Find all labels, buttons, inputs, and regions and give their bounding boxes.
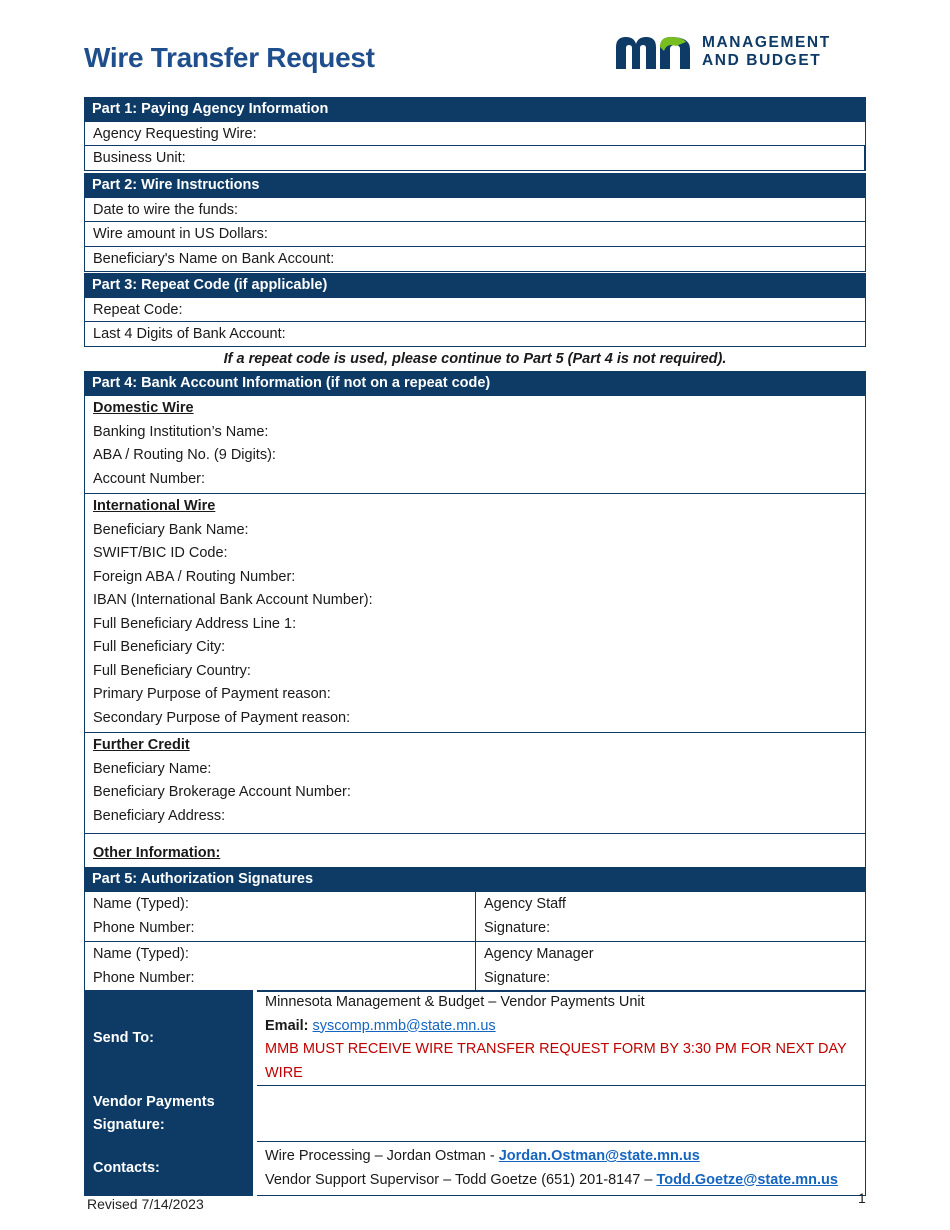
email-label: Email: bbox=[265, 1017, 309, 1034]
part5-header: Part 5: Authorization Signatures bbox=[84, 867, 866, 891]
deadline-notice: MMB MUST RECEIVE WIRE TRANSFER REQUEST FORM BY 3:30 PM FOR NEXT DAY WIRE bbox=[265, 1041, 847, 1081]
part4-section bbox=[84, 371, 866, 877]
other-information-label: Other Information: bbox=[93, 845, 221, 861]
send-to-label: Send To: bbox=[85, 991, 256, 1086]
international-wire-block bbox=[84, 494, 866, 733]
last-4-digits-field[interactable]: Last 4 Digits of Bank Account: bbox=[84, 322, 866, 347]
part4-header: Part 4: Bank Account Information (if not on a repeat code) bbox=[84, 371, 866, 395]
staff-name-field[interactable]: Name (Typed): bbox=[93, 896, 189, 912]
manager-signature-field[interactable]: Signature: bbox=[484, 969, 551, 986]
repeat-code-note: If a repeat code is used, please continue to Part 5 (Part 4 is not required). bbox=[223, 351, 727, 367]
international-wire-label: International Wire bbox=[93, 498, 216, 514]
unit-name: Minnesota Management & Budget – Vendor Payments Unit bbox=[265, 994, 645, 1010]
send-to-table bbox=[84, 990, 866, 1196]
manager-signature-row bbox=[84, 942, 866, 992]
part1-header: Part 1: Paying Agency Information bbox=[84, 97, 866, 121]
banking-institution-field[interactable]: Banking Institution’s Name: bbox=[93, 423, 269, 440]
part3-header: Part 3: Repeat Code (if applicable) bbox=[84, 273, 866, 297]
staff-signature-field[interactable]: Signature: bbox=[484, 919, 551, 936]
fc-brokerage-account-field[interactable]: Beneficiary Brokerage Account Number: bbox=[93, 784, 351, 800]
repeat-code-field[interactable]: Repeat Code: bbox=[84, 297, 866, 322]
beneficiary-name-field[interactable]: Beneficiary's Name on Bank Account: bbox=[84, 247, 866, 272]
swift-bic-field[interactable]: SWIFT/BIC ID Code: bbox=[93, 545, 228, 561]
further-credit-label: Further Credit bbox=[93, 737, 190, 753]
staff-phone-field[interactable]: Phone Number: bbox=[93, 919, 195, 936]
contacts-details bbox=[255, 1142, 866, 1196]
page-number: 1 bbox=[858, 1190, 866, 1206]
business-unit-field[interactable]: Business Unit: bbox=[84, 146, 866, 171]
contacts-label: Contacts: bbox=[85, 1142, 256, 1196]
revised-date: Revised 7/14/2023 bbox=[87, 1196, 204, 1212]
part2-header: Part 2: Wire Instructions bbox=[84, 173, 866, 197]
further-credit-block bbox=[84, 733, 866, 834]
manager-phone-field[interactable]: Phone Number: bbox=[93, 969, 195, 986]
logo-line-2: AND BUDGET bbox=[702, 52, 822, 69]
staff-signature-row bbox=[84, 891, 866, 942]
beneficiary-bank-name-field[interactable]: Beneficiary Bank Name: bbox=[93, 521, 249, 538]
contact-1-email-link[interactable]: Jordan.Ostman@state.mn.us bbox=[498, 1148, 700, 1164]
logo-line-1: MANAGEMENT bbox=[702, 34, 831, 51]
wire-amount-field[interactable]: Wire amount in US Dollars: bbox=[84, 222, 866, 247]
beneficiary-address-field[interactable]: Full Beneficiary Address Line 1: bbox=[93, 615, 297, 632]
secondary-purpose-field[interactable]: Secondary Purpose of Payment reason: bbox=[93, 709, 351, 726]
mn-logo-icon bbox=[614, 33, 692, 71]
part2-section bbox=[84, 173, 866, 272]
agency-manager-label: Agency Manager bbox=[484, 946, 594, 962]
contact-2-text: Vendor Support Supervisor – Todd Goetze (651) 201-8147 – bbox=[265, 1171, 657, 1188]
manager-name-field[interactable]: Name (Typed): bbox=[93, 946, 189, 962]
fc-beneficiary-name-field[interactable]: Beneficiary Name: bbox=[93, 760, 212, 777]
vendor-payments-signature-label: Vendor Payments Signature: bbox=[85, 1086, 256, 1142]
agency-requesting-wire-field[interactable]: Agency Requesting Wire: bbox=[84, 121, 866, 146]
domestic-wire-label: Domestic Wire bbox=[93, 400, 194, 416]
part3-section bbox=[84, 273, 866, 371]
iban-field[interactable]: IBAN (International Bank Account Number): bbox=[93, 592, 373, 608]
wire-date-field[interactable]: Date to wire the funds: bbox=[84, 197, 866, 222]
fc-beneficiary-address-field[interactable]: Beneficiary Address: bbox=[93, 807, 226, 824]
account-number-field[interactable]: Account Number: bbox=[93, 470, 206, 487]
vendor-payments-signature-field[interactable] bbox=[255, 1086, 866, 1142]
contact-2-email-link[interactable]: Todd.Goetze@state.mn.us bbox=[656, 1171, 838, 1188]
beneficiary-city-field[interactable]: Full Beneficiary City: bbox=[93, 639, 226, 655]
foreign-aba-routing-field[interactable]: Foreign ABA / Routing Number: bbox=[93, 568, 296, 585]
aba-routing-field[interactable]: ABA / Routing No. (9 Digits): bbox=[93, 447, 276, 463]
page-title: Wire Transfer Request bbox=[84, 42, 375, 73]
send-email-link[interactable]: syscomp.mmb@state.mn.us bbox=[312, 1017, 496, 1034]
contact-1-text: Wire Processing – Jordan Ostman - bbox=[265, 1148, 499, 1164]
send-to-details bbox=[255, 991, 866, 1086]
part1-section bbox=[84, 97, 866, 171]
domestic-wire-block bbox=[84, 395, 866, 494]
part5-section bbox=[84, 867, 866, 992]
primary-purpose-field[interactable]: Primary Purpose of Payment reason: bbox=[93, 686, 331, 702]
mmb-logo bbox=[614, 33, 831, 71]
beneficiary-country-field[interactable]: Full Beneficiary Country: bbox=[93, 662, 251, 679]
agency-staff-label: Agency Staff bbox=[484, 896, 566, 912]
